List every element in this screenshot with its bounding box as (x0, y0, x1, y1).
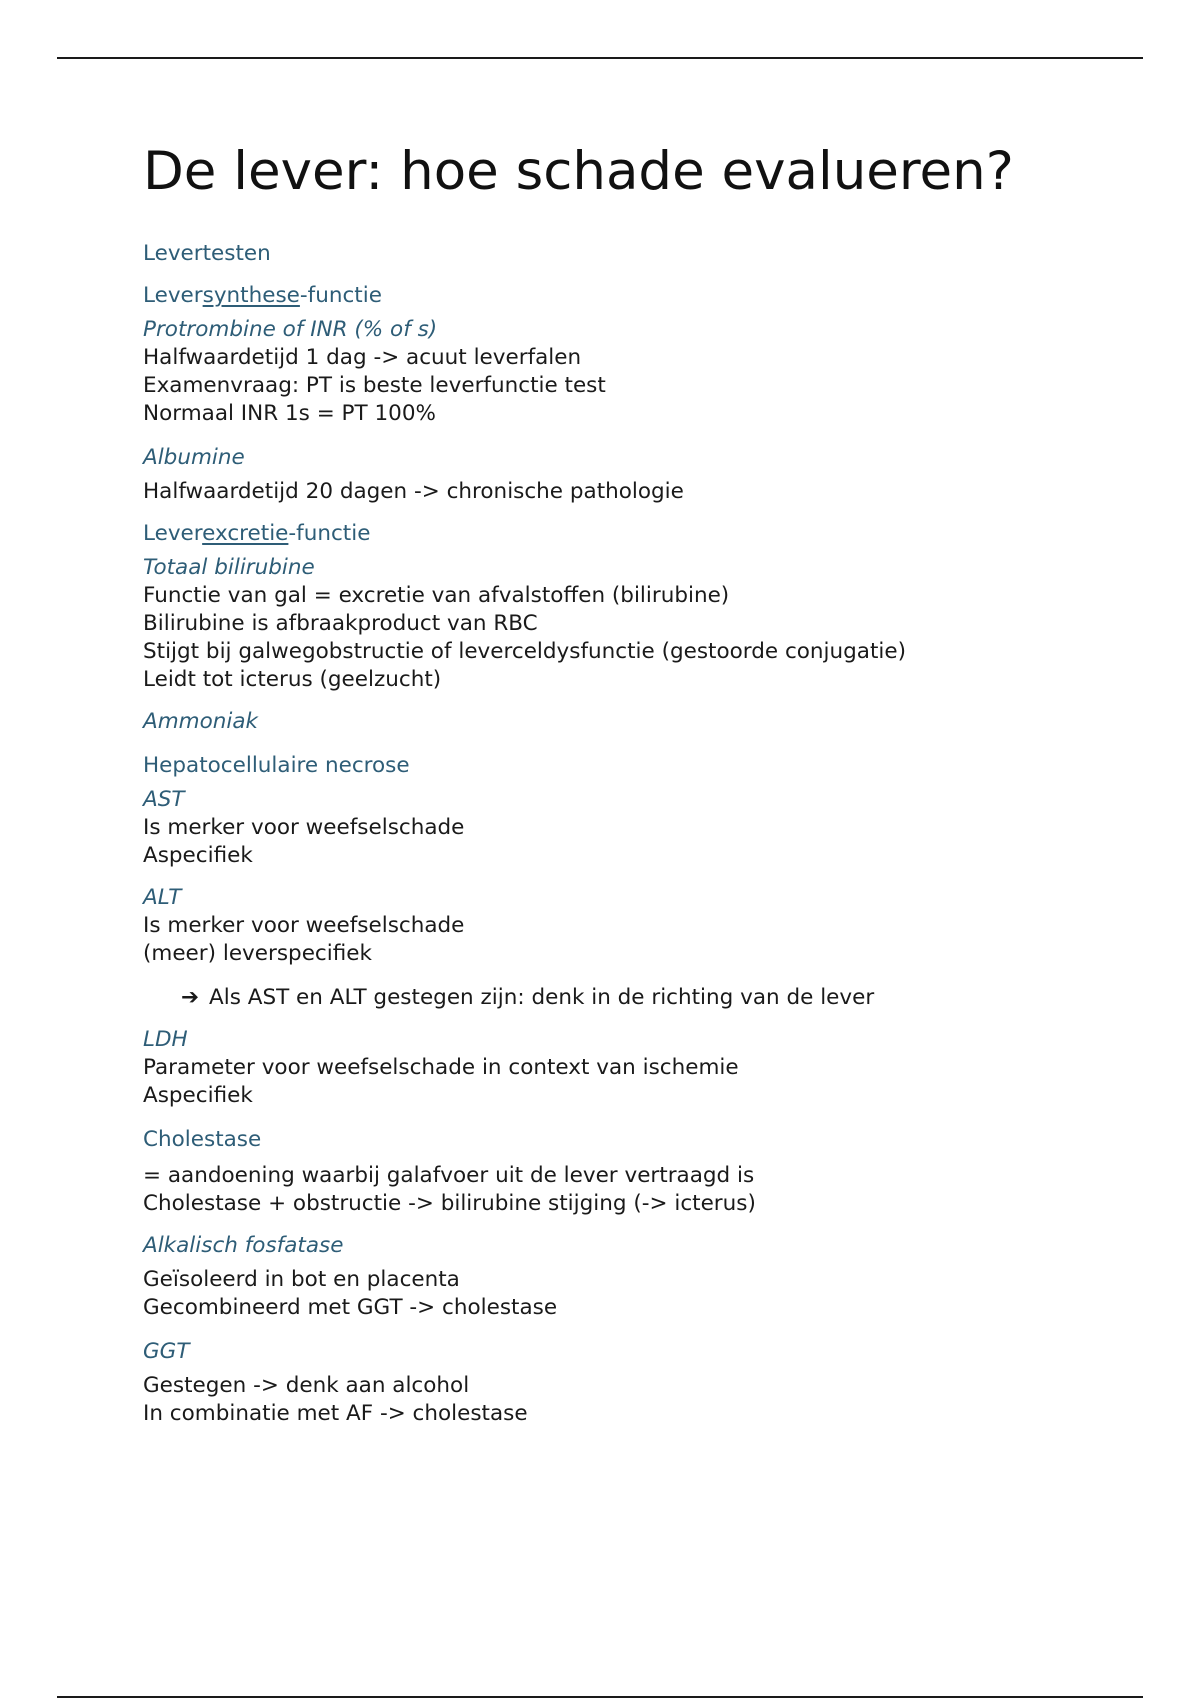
text-line: Is merker voor weefselschade (143, 913, 465, 938)
text-line: Leidt tot icterus (geelzucht) (143, 667, 442, 692)
text-line: Parameter voor weefselschade in context van ischemie (143, 1055, 739, 1080)
text-line: = aandoening waarbij galafvoer uit de lever vertraagd is (143, 1163, 755, 1188)
arrow-note: ➔ Als AST en ALT gestegen zijn: denk in de richting van de lever (181, 985, 875, 1010)
page-title: De lever: hoe schade evalueren? (143, 141, 1014, 202)
text-line: Halfwaardetijd 1 dag -> acuut leverfalen (143, 345, 582, 370)
subheading-ldh: LDH (143, 1027, 188, 1052)
section-heading-excretie: Leverexcretie-functie (143, 521, 371, 546)
subheading-ggt: GGT (143, 1339, 190, 1364)
section-heading-necrose: Hepatocellulaire necrose (143, 753, 410, 778)
subheading-bilirubine: Totaal bilirubine (143, 555, 315, 580)
text-line: In combinatie met AF -> cholestase (143, 1401, 528, 1426)
subheading-ast: AST (143, 787, 185, 812)
text-line: Gecombineerd met GGT -> cholestase (143, 1295, 558, 1320)
text-line: Functie van gal = excretie van afvalstoffen (bilirubine) (143, 583, 730, 608)
arrow-right-icon: ➔ (181, 985, 200, 1010)
text-line: Aspecifiek (143, 1083, 253, 1108)
text-line: Stijgt bij galwegobstructie of leverceldysfunctie (gestoorde conjugatie) (143, 639, 906, 664)
section-heading-levertesten: Levertesten (143, 241, 271, 266)
text-line: Geïsoleerd in bot en placenta (143, 1267, 460, 1292)
subheading-albumine: Albumine (143, 445, 245, 470)
document-body (143, 140, 1143, 1428)
top-rule (57, 57, 1143, 59)
text-line: Halfwaardetijd 20 dagen -> chronische pathologie (143, 479, 684, 504)
section-heading-cholestase: Cholestase (143, 1127, 262, 1152)
text-line: Normaal INR 1s = PT 100% (143, 401, 436, 426)
text-line: Cholestase + obstructie -> bilirubine stijging (-> icterus) (143, 1191, 756, 1216)
section-heading-synthese: Leversynthese-functie (143, 283, 382, 308)
text-line: Bilirubine is afbraakproduct van RBC (143, 611, 538, 636)
bottom-rule (57, 1696, 1143, 1698)
subheading-protrombine: Protrombine of INR (% of s) (143, 317, 438, 342)
text-line: Examenvraag: PT is beste leverfunctie test (143, 373, 606, 398)
text-line: Is merker voor weefselschade (143, 815, 465, 840)
subheading-alt: ALT (143, 885, 182, 910)
text-line: Gestegen -> denk aan alcohol (143, 1373, 470, 1398)
text-line: (meer) leverspecifiek (143, 941, 372, 966)
subheading-ammoniak: Ammoniak (143, 709, 258, 734)
subheading-alkalisch-fosfatase: Alkalisch fosfatase (143, 1233, 344, 1258)
text-line: Aspecifiek (143, 843, 253, 868)
